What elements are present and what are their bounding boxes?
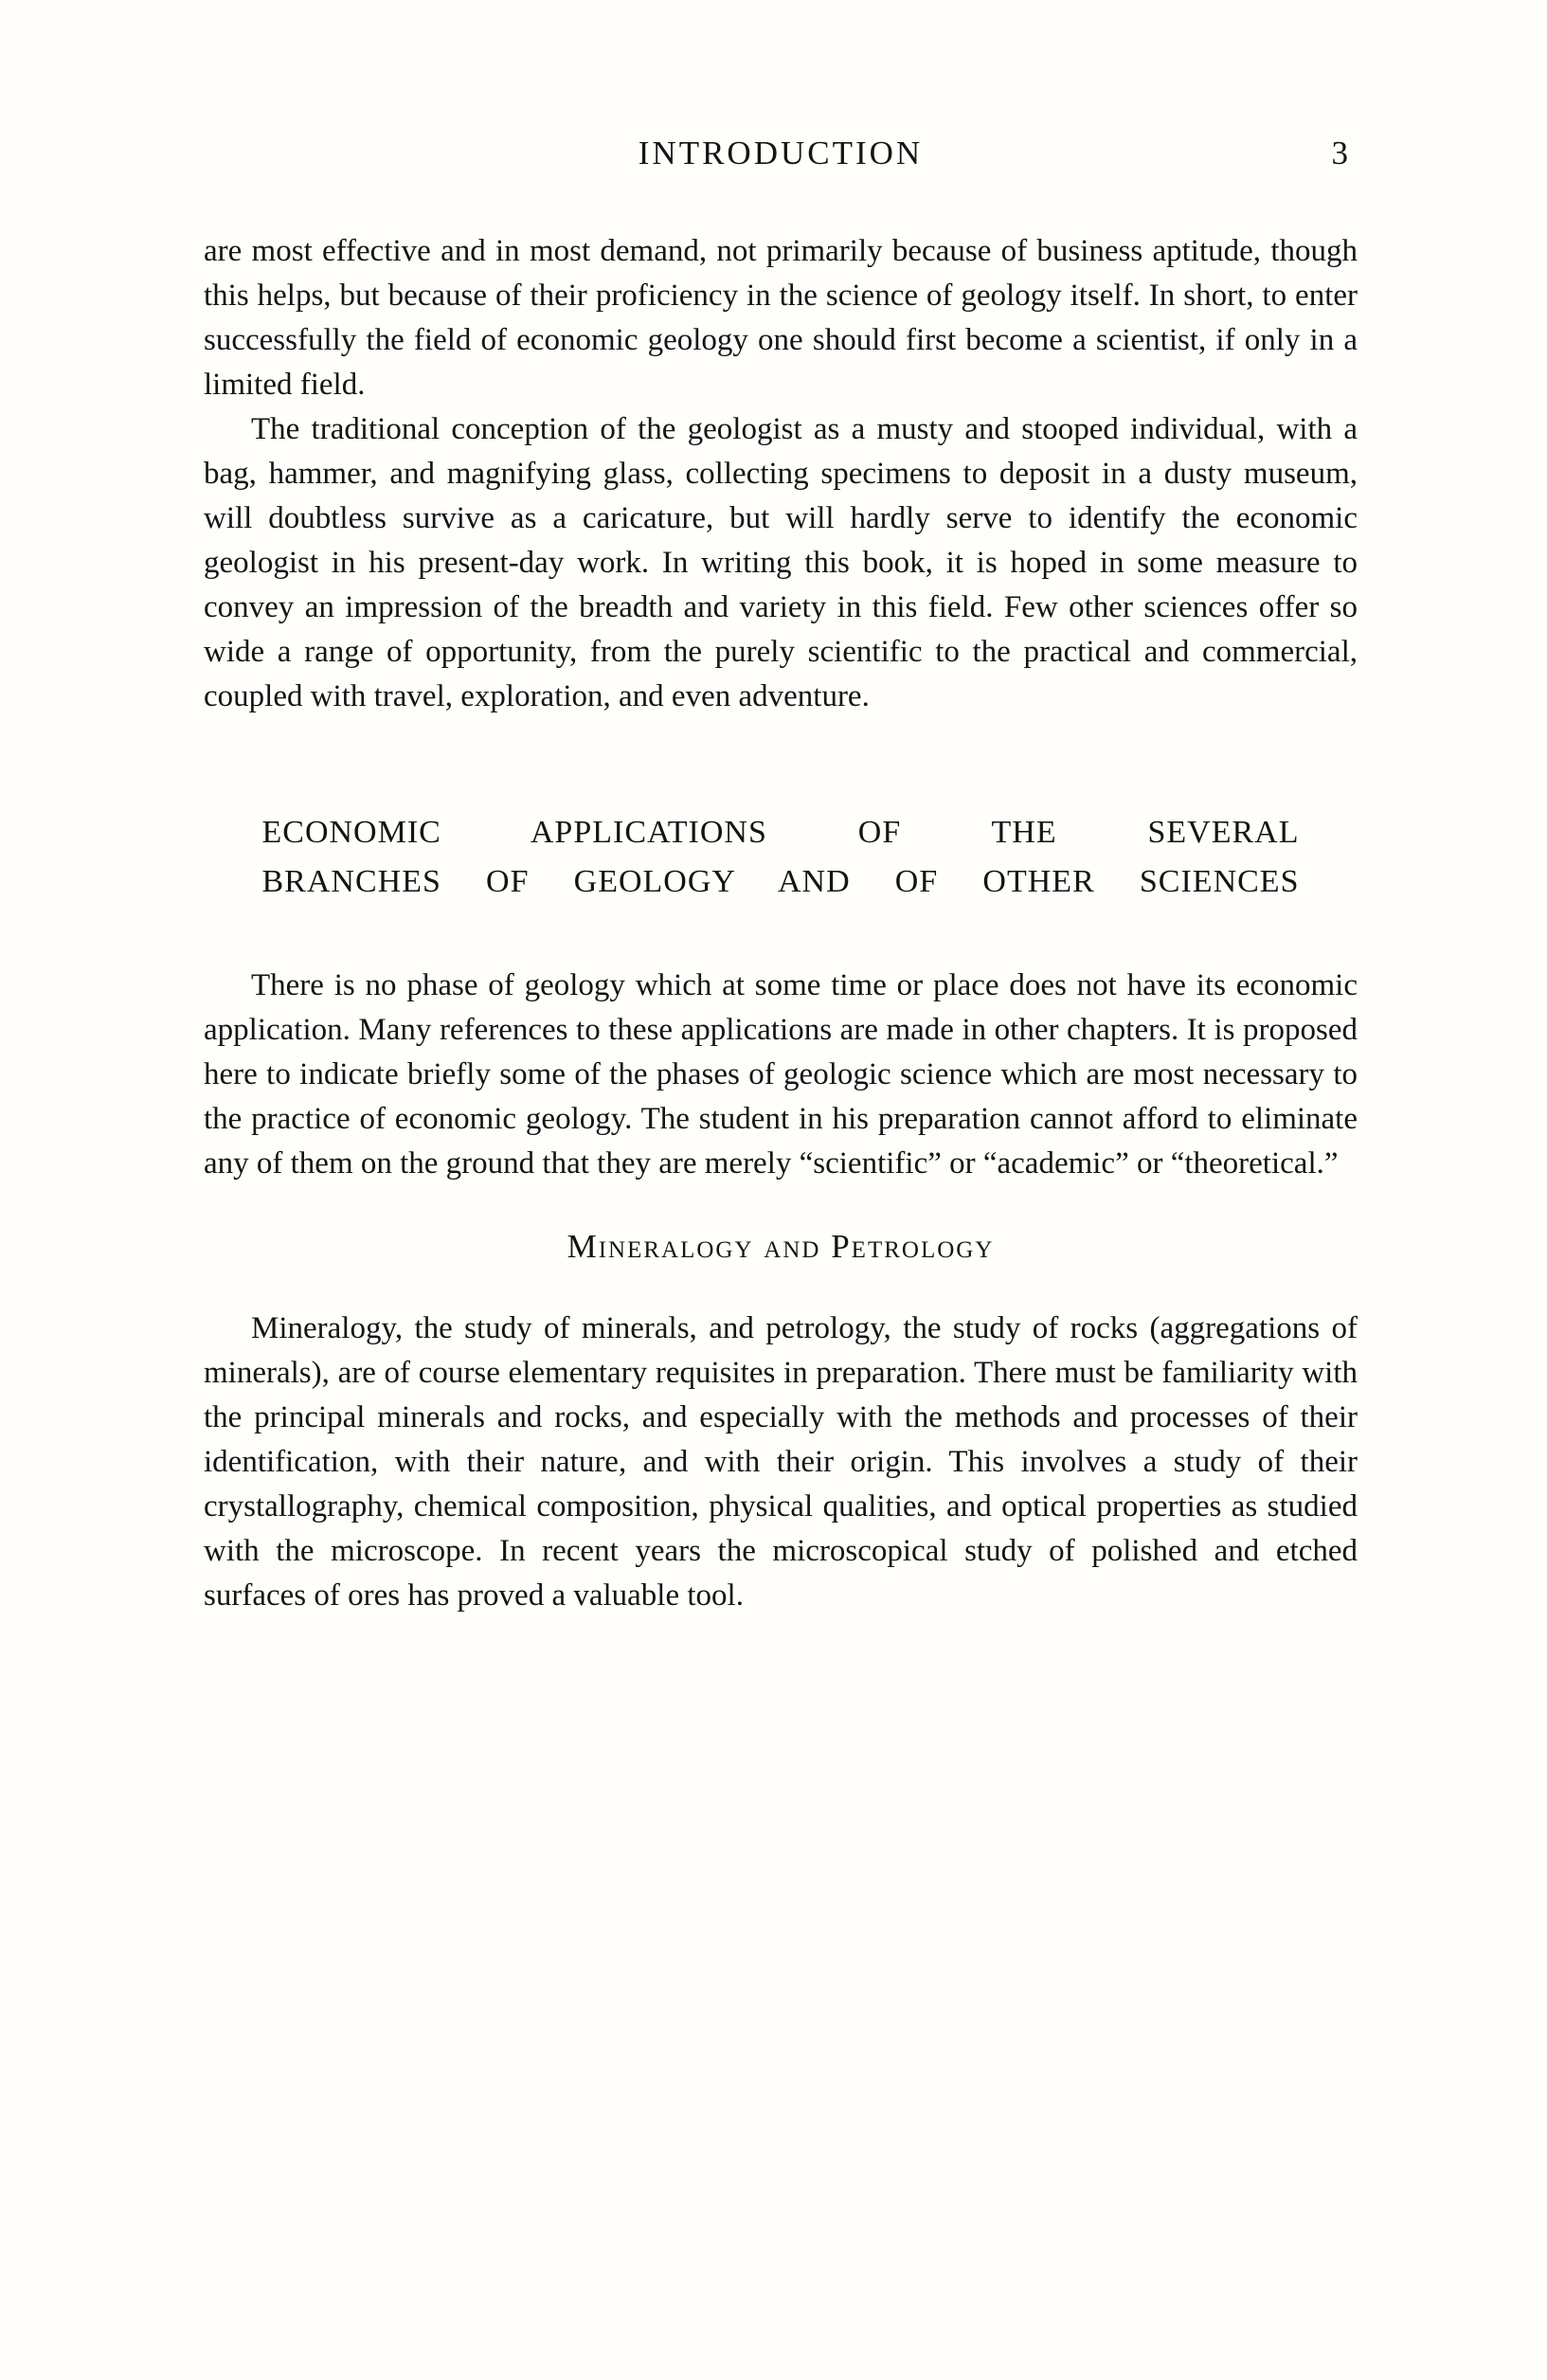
section-heading-line: ECONOMIC APPLICATIONS OF THE SEVERAL [261,815,1300,850]
text-block [204,229,1358,1618]
paragraph-continuation: are most effective and in most demand, not primarily because of business aptitude, though this helps, but because of their proficiency in the science of geology itself. In short, to enter successfully the field of economic geology one should first become a scientist, if only in a limited field. [204,234,1358,402]
subsection-heading: Mineralogy and Petrology [567,1228,995,1265]
paragraph: The traditional conception of the geologist as a musty and stooped individual, with a bag, hammer, and magnifying glass, collecting specimens to deposit in a dusty museum, will doubtless survive as a caricature, but will hardly serve to identify the economic geologist in his present-day work. In writing this book, it is hoped in some measure to convey an impression of the breadth and variety in this field. Few other sciences offer so wide a range of opportunity, from the purely scientific to the practical and commercial, coupled with travel, exploration, and even adventure. [204,412,1358,713]
page-number: 3 [1331,135,1348,171]
paragraph: Mineralogy, the study of minerals, and petrology, the study of rocks (aggregations of minerals), are of course elementary requisites in preparation. There must be familiarity with the principal minerals and rocks, and especially with the methods and processes of their identification, with their nature, and with their origin. This involves a study of their crystallography, chemical composition, physical qualities, and optical properties as studied with the microscope. In recent years the microscopical study of polished and etched surfaces of ores has proved a valuable tool. [204,1311,1358,1613]
section-heading [262,808,1300,907]
section-heading-line: BRANCHES OF GEOLOGY AND OF OTHER SCIENCES [261,864,1300,899]
paragraph: There is no phase of geology which at some time or place does not have its economic application. Many references to these applications are made in other chapters. It is proposed here to indicate briefly some of the phases of geologic science which are most necessary to the practice of economic geology. The student in his preparation cannot afford to eliminate any of them on the ground that they are merely “scientific” or “academic” or “theoretical.” [204,968,1358,1181]
chapter-title: INTRODUCTION [638,135,924,171]
page-header [204,135,1358,176]
